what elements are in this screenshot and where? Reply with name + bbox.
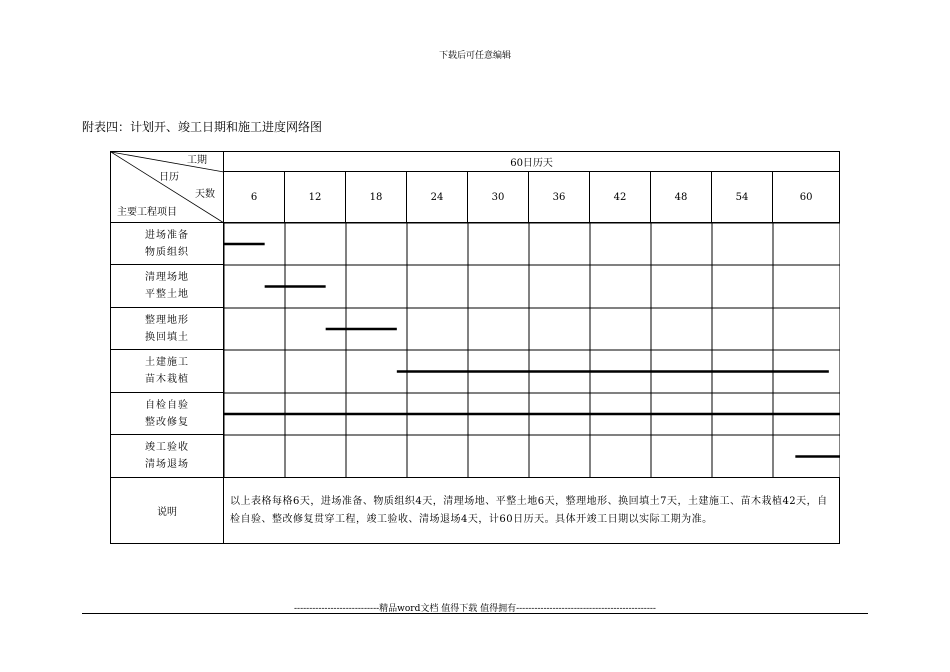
page-header: 下载后可任意编辑 <box>438 51 511 61</box>
page-footer: ----------------------------精品word文档 值得下载 值得拥有---------------------------------------------- <box>294 604 656 614</box>
day-col-header: 24 <box>407 172 468 223</box>
day-col-header: 36 <box>529 172 590 223</box>
task-name-cell <box>111 223 224 265</box>
task-name-line1: 自检自验 <box>145 399 189 411</box>
note-row <box>111 478 840 544</box>
day-col-header: 54 <box>712 172 773 223</box>
task-name-cell <box>111 393 224 435</box>
day-col-header: 12 <box>285 172 346 223</box>
task-name-cell <box>111 308 224 350</box>
day-col-header: 42 <box>590 172 651 223</box>
task-name-line1: 进场准备 <box>145 229 189 241</box>
task-name-line2: 换回填土 <box>145 331 189 343</box>
task-name-line1: 土建施工 <box>145 357 189 368</box>
task-name-line1: 整理地形 <box>145 314 189 326</box>
corner-header-cell <box>111 152 224 223</box>
gantt-area <box>224 223 840 478</box>
task-name-line1: 清理场地 <box>145 272 189 283</box>
task-name-cell <box>111 265 224 308</box>
day-col-header: 6 <box>224 172 285 223</box>
task-name-cell <box>111 350 224 393</box>
gantt-chart <box>224 223 840 478</box>
task-name-line1: 竣工验收 <box>145 442 189 453</box>
day-col-header: 30 <box>468 172 529 223</box>
task-name-line2: 整改修复 <box>145 416 189 428</box>
corner-label-items: 主要工程项目 <box>117 207 177 218</box>
task-name-line2: 清场退场 <box>145 459 189 470</box>
day-col-header: 48 <box>651 172 712 223</box>
task-name-line2: 苗木栽植 <box>145 374 189 385</box>
span-header: 60日历天 <box>224 152 840 172</box>
page-title: 附表四：计划开、竣工日期和施工进度网络图 <box>82 120 323 134</box>
note-label: 说明 <box>111 478 224 544</box>
task-name-line2: 物质组织 <box>145 246 189 258</box>
note-text: 以上表格每格6天，进场准备、物质组织4天，清理场地、平整土地6天，整理地形、换回填土7天，土建施工、苗木栽植42天，自检自验、整改修复贯穿工程，竣工验收、清场退场4天，计60日历天。具体开竣工日期以实际工期为准。 <box>224 478 840 544</box>
task-name-cell <box>111 435 224 478</box>
task-row <box>111 223 840 265</box>
corner-label-days: 天数 <box>195 189 215 200</box>
corner-label-duration: 工期 <box>187 155 207 166</box>
day-col-header: 18 <box>346 172 407 223</box>
task-name-line2: 平整土地 <box>145 289 189 300</box>
corner-label-calendar: 日历 <box>159 172 179 183</box>
day-col-header: 60 <box>773 172 840 223</box>
schedule-table <box>110 151 840 544</box>
